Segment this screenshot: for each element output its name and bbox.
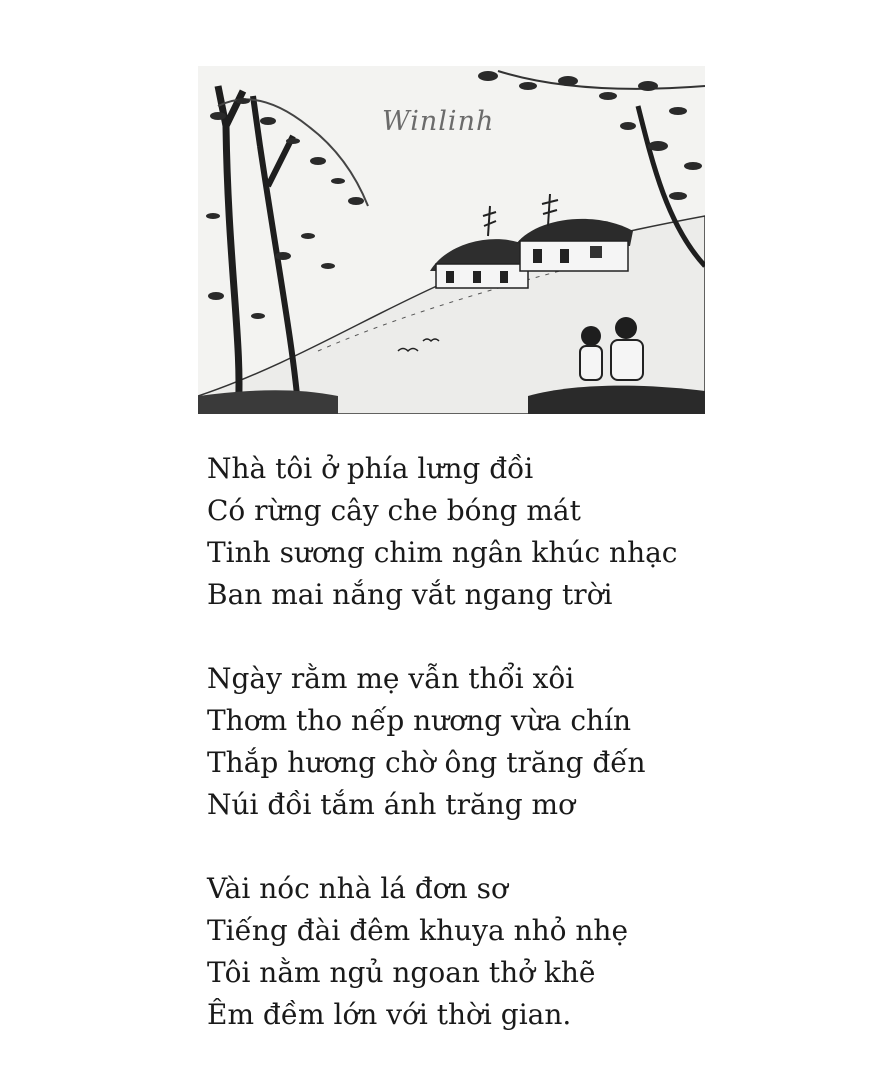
poem-line: Vài nóc nhà lá đơn sơ	[207, 872, 508, 905]
sketch-illustration	[198, 66, 705, 414]
poem-line: Thơm tho nếp nương vừa chín	[207, 704, 632, 737]
poem	[207, 448, 847, 1078]
poem-line: Tiếng đài đêm khuya nhỏ nhẹ	[207, 914, 629, 947]
poem-line: Núi đồi tắm ánh trăng mơ	[207, 788, 575, 821]
stanza-1	[207, 448, 847, 616]
poem-line: Có rừng cây che bóng mát	[207, 494, 581, 527]
poem-line: Tôi nằm ngủ ngoan thở khẽ	[207, 956, 596, 989]
poem-line: Êm đềm lớn với thời gian.	[207, 998, 572, 1031]
artist-signature: Winlinh	[382, 106, 495, 137]
poem-line: Nhà tôi ở phía lưng đồi	[207, 452, 534, 485]
poem-line: Ngày rằm mẹ vẫn thổi xôi	[207, 662, 575, 695]
poem-line: Thắp hương chờ ông trăng đến	[207, 746, 646, 779]
stanza-2	[207, 658, 847, 826]
stanza-3	[207, 868, 847, 1036]
poem-line: Tinh sương chim ngân khúc nhạc	[207, 536, 678, 569]
poem-line: Ban mai nắng vắt ngang trời	[207, 578, 613, 611]
